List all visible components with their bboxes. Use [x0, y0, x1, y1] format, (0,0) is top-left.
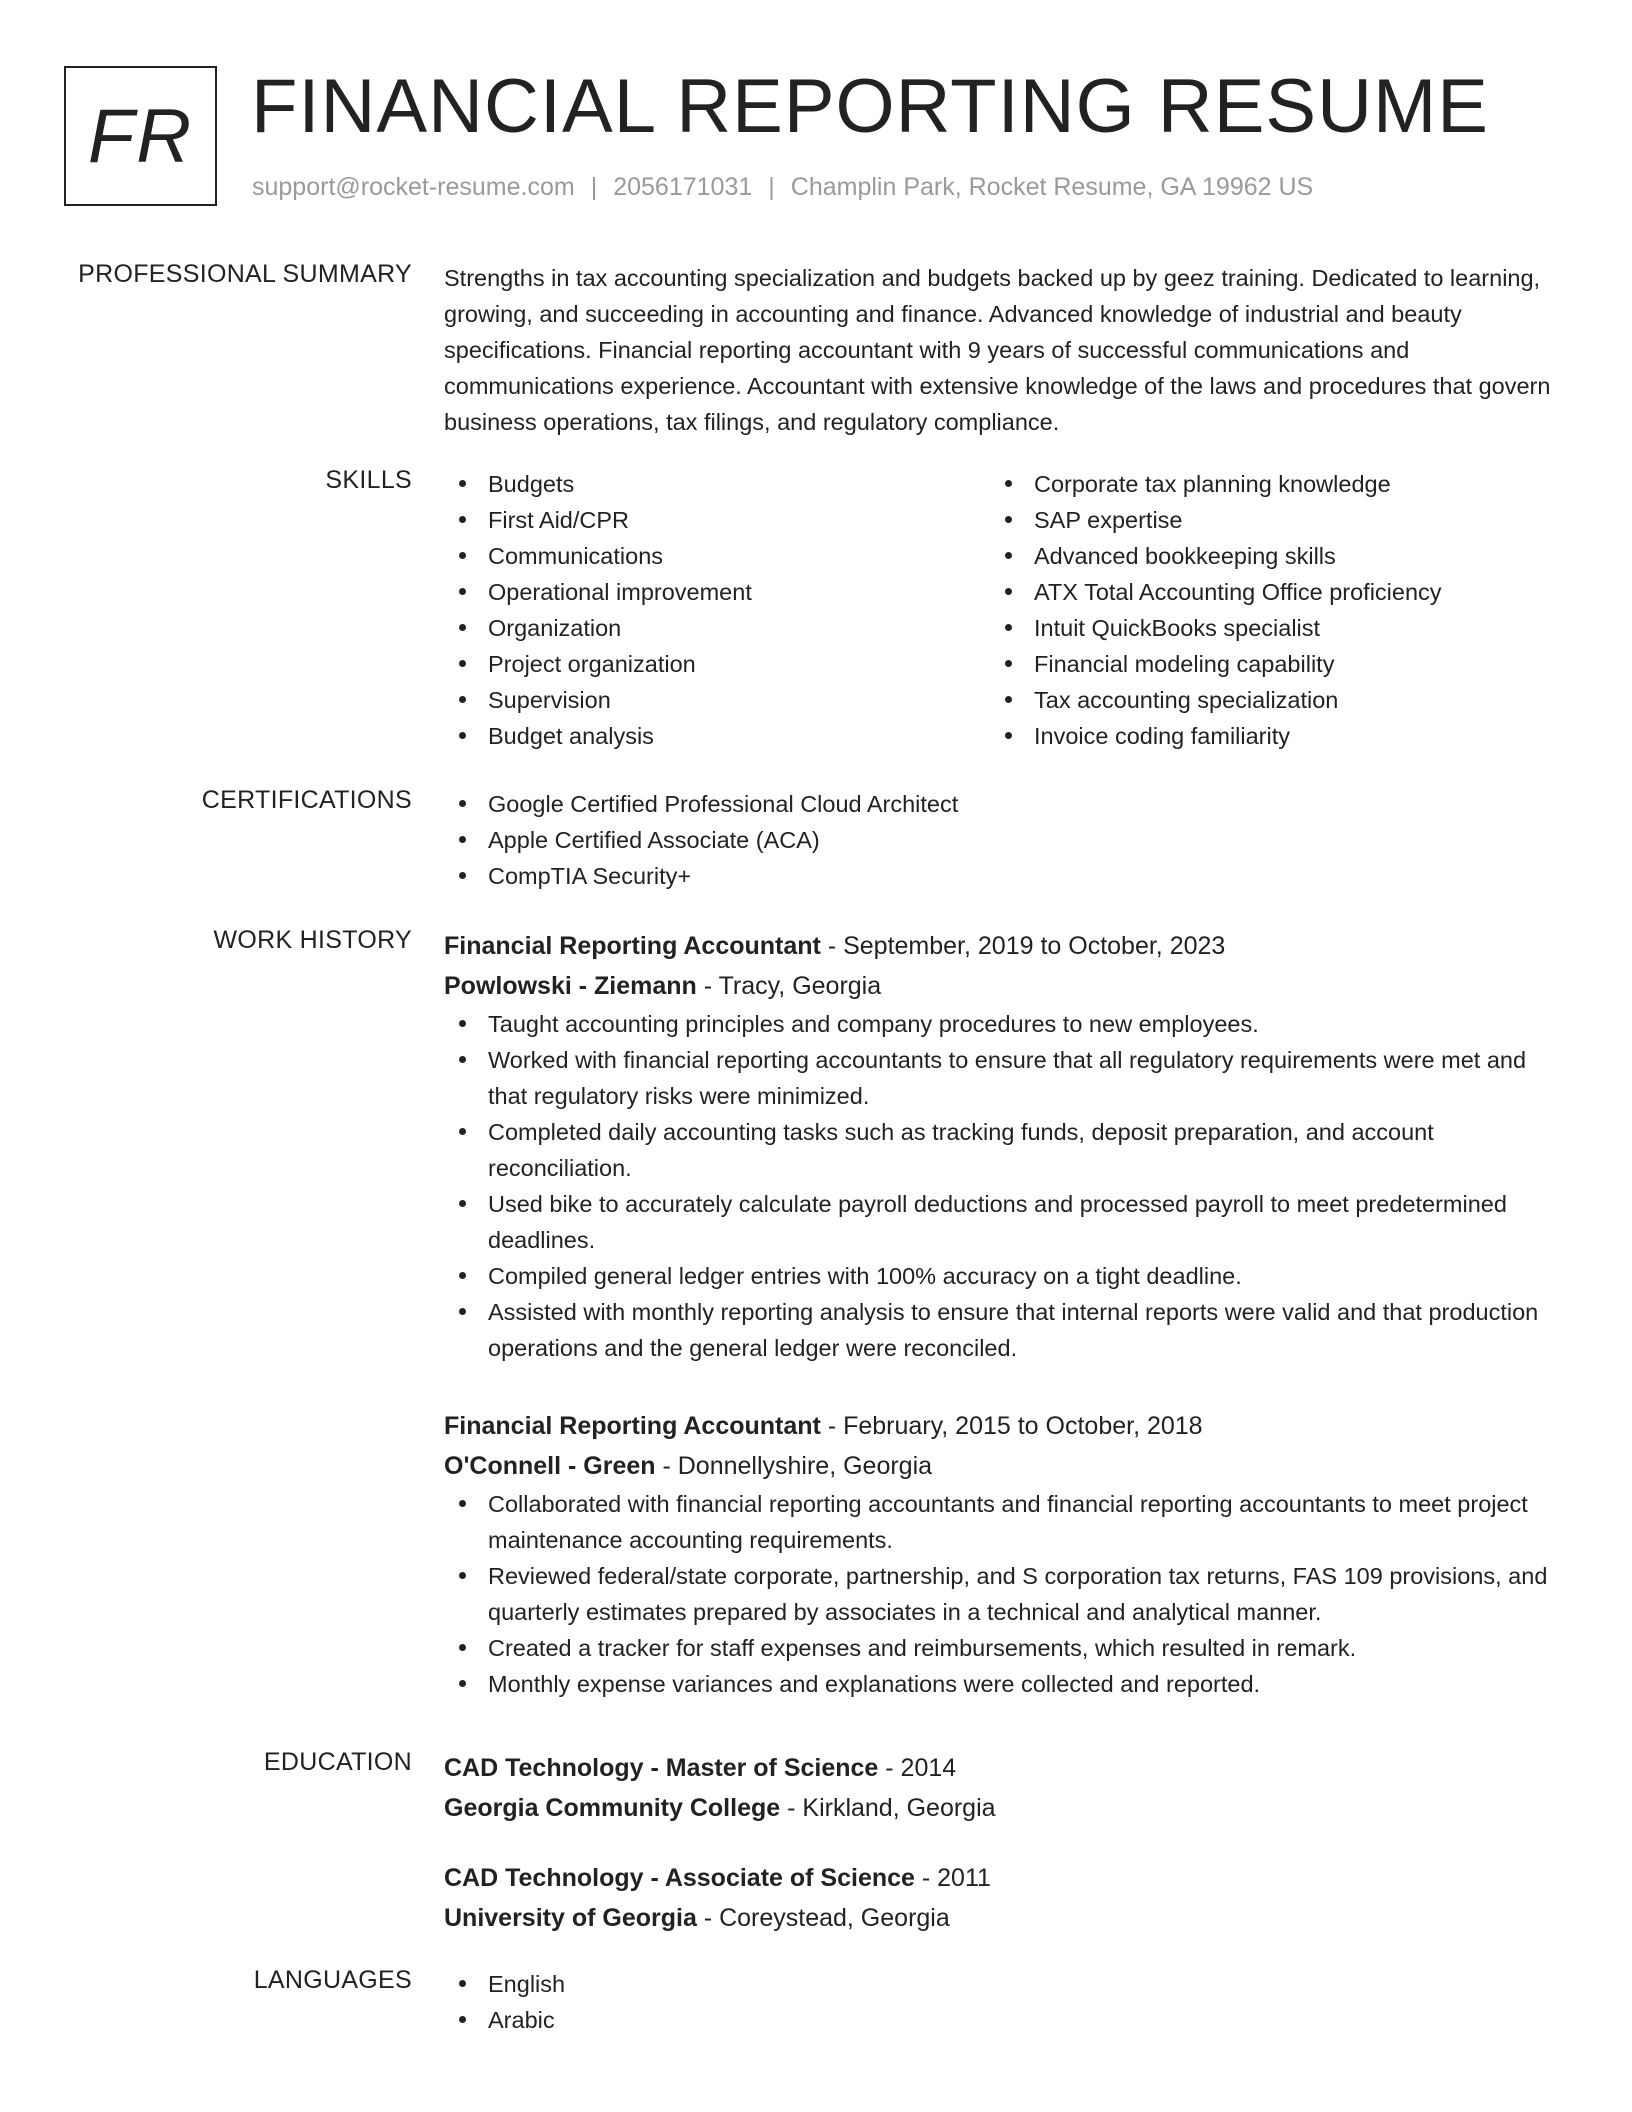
list-item: Operational improvement [444, 574, 990, 610]
job-company-line [444, 1446, 1564, 1486]
contact-separator: | [590, 173, 598, 201]
contact-separator: | [768, 173, 775, 201]
list-item: Completed daily accounting tasks such as tracking funds, deposit preparation, and account reconciliation. [444, 1114, 1564, 1186]
contact-phone: 2056171031 [613, 173, 753, 201]
monogram-badge: FR [64, 66, 217, 206]
job-entry [444, 1406, 1564, 1702]
list-item: Advanced bookkeeping skills [990, 538, 1536, 574]
education-degree-line [444, 1858, 1564, 1898]
page-title: FINANCIAL REPORTING RESUME [251, 64, 1489, 149]
list-item: Collaborated with financial reporting accountants and financial reporting accountants to meet project maintenance accounting requirements. [444, 1486, 1564, 1558]
list-item: Budgets [444, 466, 990, 502]
list-item: First Aid/CPR [444, 502, 990, 538]
list-item: SAP expertise [990, 502, 1536, 538]
job-bullets [444, 1486, 1564, 1702]
education-school: Georgia Community College [444, 1794, 781, 1822]
section-label: CERTIFICATIONS [201, 786, 412, 814]
job-title: Financial Reporting Accountant [444, 932, 821, 960]
job-company-line [444, 966, 1564, 1006]
education-year: - 2011 [914, 1864, 991, 1892]
education-entry [444, 1748, 1564, 1828]
education-location: - Kirkland, Georgia [780, 1794, 996, 1822]
job-dates: - September, 2019 to October, 2023 [820, 932, 1226, 960]
list-item: Organization [444, 610, 990, 646]
education-degree-line [444, 1748, 1564, 1788]
list-item: Assisted with monthly reporting analysis to ensure that internal reports were valid and that production operations and the general ledger were reconciled. [444, 1294, 1564, 1366]
list-item: Financial modeling capability [990, 646, 1536, 682]
list-item: Communications [444, 538, 990, 574]
section-label: WORK HISTORY [213, 926, 412, 954]
list-item: Project organization [444, 646, 990, 682]
languages-list [444, 1966, 1564, 2038]
list-item: Monthly expense variances and explanations were collected and reported. [444, 1666, 1564, 1702]
contact-line [252, 173, 1313, 202]
job-title: Financial Reporting Accountant [444, 1412, 821, 1440]
summary-text: Strengths in tax accounting specialization and budgets backed up by geez training. Dedicated to learning, growing, and succeeding in accounting and finance. Advanced knowledge of industrial and beauty specifications. Financial reporting accountant with 9 years of successful communications and communications experience. Accountant with extensive knowledge of the laws and procedures that govern business operations, tax filings, and regulatory compliance. [444, 265, 1551, 435]
list-item: Created a tracker for staff expenses and reimbursements, which resulted in remark. [444, 1630, 1564, 1666]
list-item: Reviewed federal/state corporate, partnership, and S corporation tax returns, FAS 109 provisions, and quarterly estimates prepared by associates in a technical and analytical manner. [444, 1558, 1564, 1630]
section-label: SKILLS [325, 466, 412, 494]
job-bullets [444, 1006, 1564, 1366]
list-item: Google Certified Professional Cloud Architect [444, 786, 1564, 822]
contact-address: Champlin Park, Rocket Resume, GA 19962 US [790, 173, 1314, 201]
list-item: Corporate tax planning knowledge [990, 466, 1536, 502]
list-item: English [444, 1966, 1564, 2002]
education-degree: CAD Technology - Master of Science [444, 1754, 879, 1782]
section-label: EDUCATION [263, 1748, 412, 1776]
job-dates: - February, 2015 to October, 2018 [820, 1412, 1203, 1440]
list-item: ATX Total Accounting Office proficiency [990, 574, 1536, 610]
education-entry [444, 1858, 1564, 1938]
list-item: Worked with financial reporting accountants to ensure that all regulatory requirements were met and that regulatory risks were minimized. [444, 1042, 1564, 1114]
job-company: Powlowski - Ziemann [444, 972, 697, 1000]
list-item: Tax accounting specialization [990, 682, 1536, 718]
certifications-list [444, 786, 1564, 894]
education-school: University of Georgia [444, 1904, 697, 1932]
skills-list-right [990, 466, 1536, 754]
section-label: PROFESSIONAL SUMMARY [78, 260, 412, 288]
education-school-line [444, 1898, 1564, 1938]
education-school-line [444, 1788, 1564, 1828]
job-company: O'Connell - Green [444, 1452, 656, 1480]
list-item: CompTIA Security+ [444, 858, 1564, 894]
list-item: Used bike to accurately calculate payroll deductions and processed payroll to meet predetermined deadlines. [444, 1186, 1564, 1258]
list-item: Arabic [444, 2002, 1564, 2038]
education-year: - 2014 [878, 1754, 957, 1782]
education-degree: CAD Technology - Associate of Science [444, 1864, 915, 1892]
resume-header [64, 66, 1592, 210]
education-location: - Coreystead, Georgia [696, 1904, 950, 1932]
list-item: Compiled general ledger entries with 100% accuracy on a tight deadline. [444, 1258, 1564, 1294]
job-title-line [444, 1406, 1564, 1446]
job-location: - Tracy, Georgia [696, 972, 882, 1000]
list-item: Invoice coding familiarity [990, 718, 1536, 754]
skills-list-left [444, 466, 990, 754]
job-title-line [444, 926, 1564, 966]
list-item: Apple Certified Associate (ACA) [444, 822, 1564, 858]
contact-email: support@rocket-resume.com [252, 173, 575, 201]
list-item: Supervision [444, 682, 990, 718]
list-item: Budget analysis [444, 718, 990, 754]
section-label: LANGUAGES [253, 1966, 412, 1994]
list-item: Intuit QuickBooks specialist [990, 610, 1536, 646]
job-location: - Donnellyshire, Georgia [655, 1452, 933, 1480]
list-item: Taught accounting principles and company procedures to new employees. [444, 1006, 1564, 1042]
job-entry [444, 926, 1564, 1366]
